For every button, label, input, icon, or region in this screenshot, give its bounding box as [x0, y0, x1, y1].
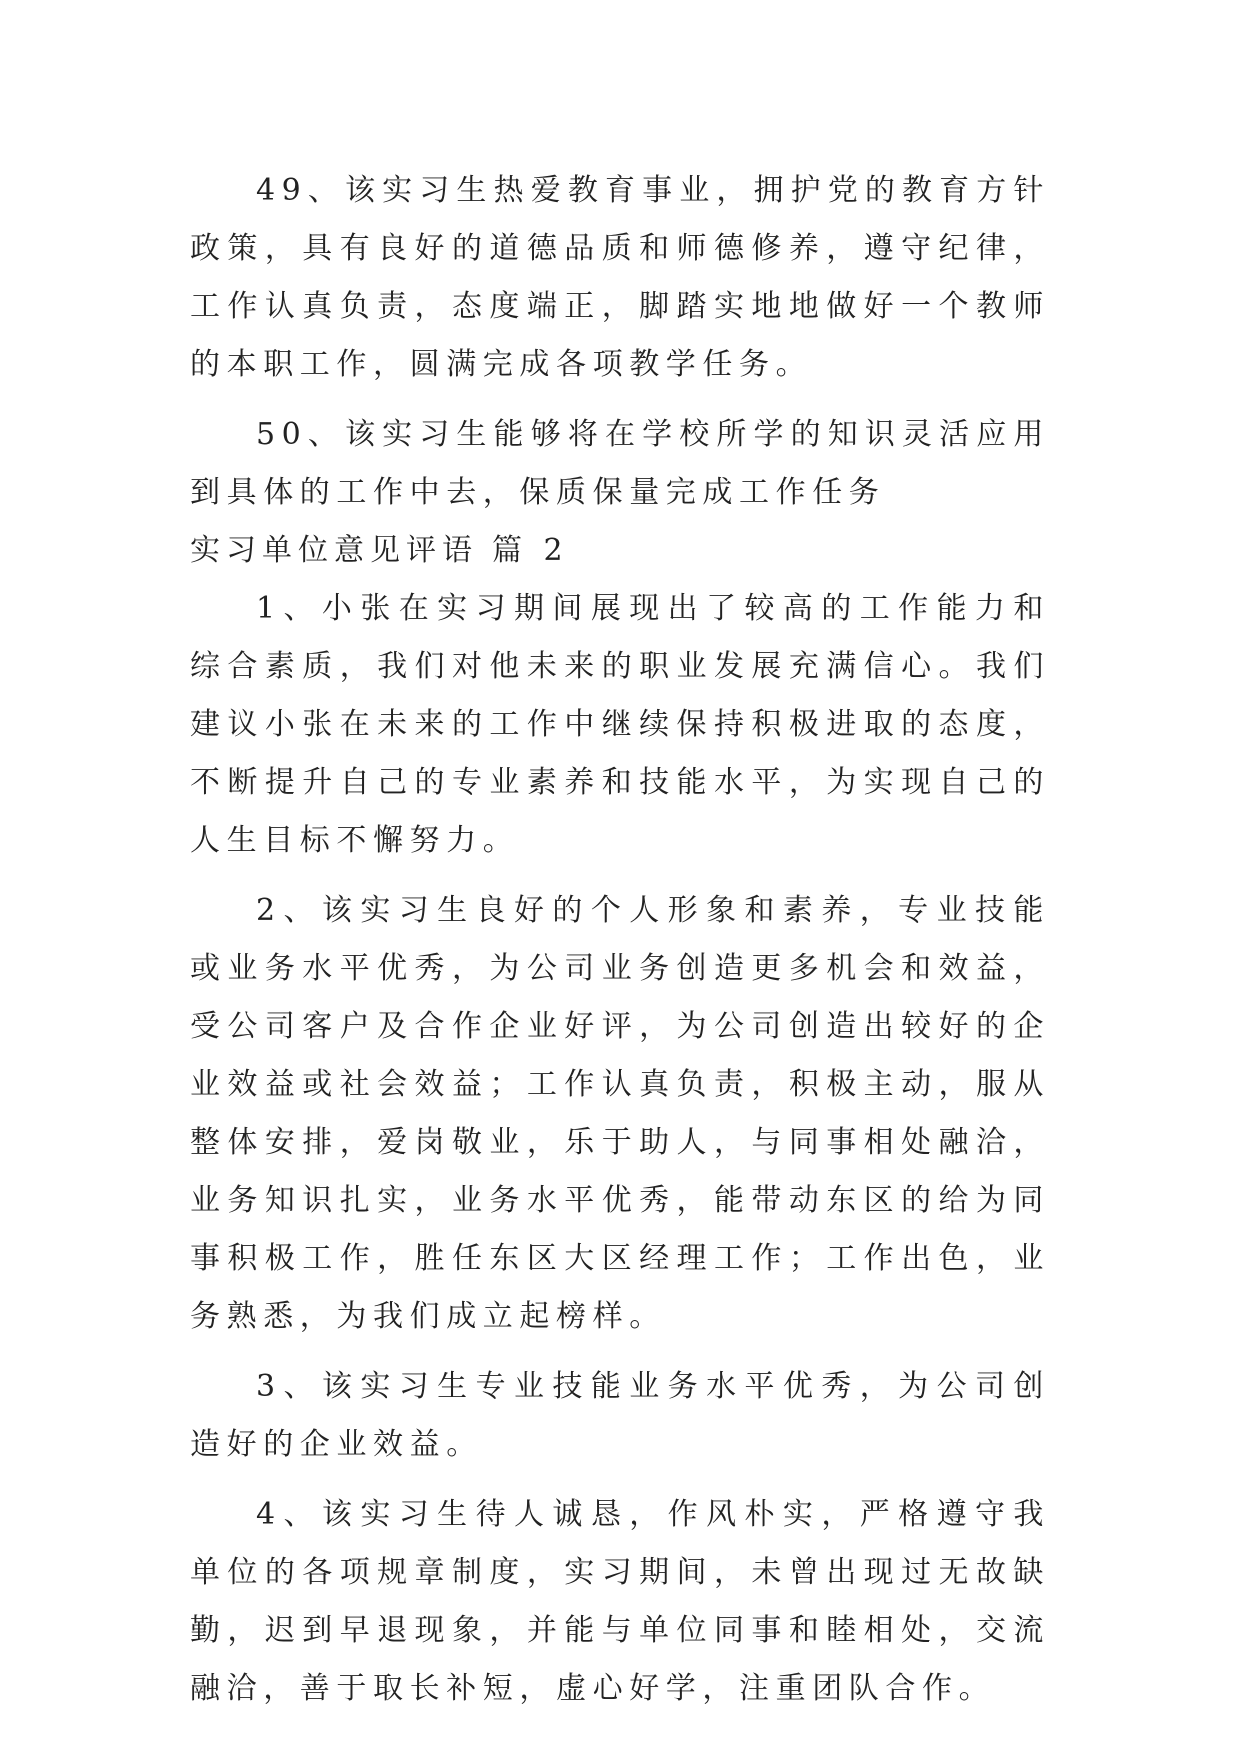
paragraph-49: 49、该实习生热爱教育事业，拥护党的教育方针政策，具有良好的道德品质和师德修养，遵守纪律，工作认真负责，态度端正，脚踏实地地做好一个教师的本职工作，圆满完成各项教学任务。 — [190, 173, 1050, 382]
section-heading — [190, 522, 1050, 580]
paragraph-50: 50、该实习生能够将在学校所学的知识灵活应用到具体的工作中去，保质保量完成工作任务 — [190, 417, 1050, 510]
section-heading-part: 篇 2 — [492, 533, 569, 568]
section-heading-title: 实习单位意见评语 — [190, 533, 478, 568]
paragraph-2: 2、该实习生良好的个人形象和素养，专业技能或业务水平优秀，为公司业务创造更多机会和效益，受公司客户及合作企业好评，为公司创造出较好的企业效益或社会效益；工作认真负责，积极主动，服从整体安排，爱岗敬业，乐于助人，与同事相处融洽，业务知识扎实，业务水平优秀，能带动东区的给为同事积极工作，胜任东区大区经理工作；工作出色，业务熟悉，为我们成立起榜样。 — [190, 893, 1050, 1334]
paragraph-4: 4、该实习生待人诚恳，作风朴实，严格遵守我单位的各项规章制度，实习期间，未曾出现过无故缺勤，迟到早退现象，并能与单位同事和睦相处，交流融洽，善于取长补短，虚心好学，注重团队合作。 — [190, 1497, 1050, 1706]
document-body — [190, 162, 1050, 1718]
paragraph-1: 1、小张在实习期间展现出了较高的工作能力和综合素质，我们对他未来的职业发展充满信心。我们建议小张在未来的工作中继续保持积极进取的态度，不断提升自己的专业素养和技能水平，为实现自己的人生目标不懈努力。 — [190, 591, 1050, 858]
paragraph-3: 3、该实习生专业技能业务水平优秀，为公司创造好的企业效益。 — [190, 1369, 1050, 1462]
